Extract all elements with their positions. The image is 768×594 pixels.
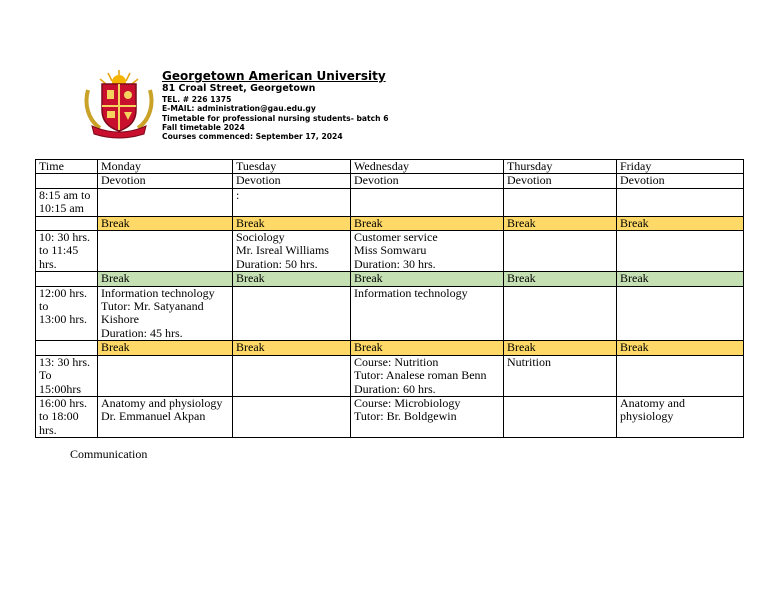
break-cell: Break — [233, 216, 351, 230]
table-row — [36, 396, 744, 437]
column-header: Tuesday — [233, 160, 351, 174]
column-header: Friday — [617, 160, 744, 174]
devotion-cell: Devotion — [504, 174, 617, 188]
devotion-row — [36, 174, 744, 188]
commencement-date: Courses commenced: September 17, 2024 — [162, 132, 343, 142]
devotion-cell: Devotion — [351, 174, 504, 188]
class-cell — [98, 188, 233, 216]
class-cell: : — [233, 188, 351, 216]
email: E-MAIL: administration@gau.edu.gy — [162, 104, 316, 114]
break-cell: Break — [98, 341, 233, 355]
column-header: Time — [36, 160, 98, 174]
class-cell — [233, 396, 351, 437]
column-header: Monday — [98, 160, 233, 174]
table-row — [36, 286, 744, 341]
timetable-subtitle: Timetable for professional nursing students- batch 6 — [162, 113, 389, 123]
class-cell: Information technology — [351, 286, 504, 341]
break-cell: Break — [233, 272, 351, 286]
break-cell: Break — [617, 216, 744, 230]
table-row — [36, 231, 744, 272]
break-cell: Break — [504, 272, 617, 286]
devotion-cell: Devotion — [233, 174, 351, 188]
break-cell: Break — [98, 216, 233, 230]
class-cell — [98, 355, 233, 396]
class-cell: Course: Microbiology Tutor: Br. Boldgewin — [351, 396, 504, 437]
class-cell — [504, 286, 617, 341]
class-cell: Information technology Tutor: Mr. Satyanand Kishore Duration: 45 hrs. — [98, 286, 233, 341]
class-cell — [617, 286, 744, 341]
class-cell — [233, 355, 351, 396]
class-cell: Nutrition — [504, 355, 617, 396]
break-cell: Break — [504, 216, 617, 230]
break-cell: Break — [617, 272, 744, 286]
time-cell: 12:00 hrs. to 13:00 hrs. — [36, 286, 98, 341]
break-cell: Break — [351, 216, 504, 230]
address: 81 Croal Street, Georgetown — [162, 83, 316, 94]
class-cell — [504, 188, 617, 216]
footer-note: Communication — [70, 447, 148, 461]
class-cell — [98, 231, 233, 272]
class-cell — [617, 355, 744, 396]
time-cell: 8:15 am to 10:15 am — [36, 188, 98, 216]
break-cell: Break — [351, 341, 504, 355]
class-cell: Sociology Mr. Isreal Williams Duration: 50 hrs. — [233, 231, 351, 272]
class-cell — [504, 396, 617, 437]
break-cell: Break — [617, 341, 744, 355]
class-cell — [617, 231, 744, 272]
university-name: Georgetown American University — [162, 69, 386, 83]
table-row — [36, 355, 744, 396]
time-cell: 13: 30 hrs. To 15:00hrs — [36, 355, 98, 396]
timetable — [35, 159, 744, 438]
break-cell: Break — [351, 272, 504, 286]
class-cell — [351, 188, 504, 216]
table-row — [36, 188, 744, 216]
class-cell: Customer service Miss Somwaru Duration: 30 hrs. — [351, 231, 504, 272]
column-header: Thursday — [504, 160, 617, 174]
devotion-cell: Devotion — [617, 174, 744, 188]
devotion-cell: Devotion — [98, 174, 233, 188]
break-cell: Break — [98, 272, 233, 286]
break-row — [36, 216, 744, 230]
column-header: Wednesday — [351, 160, 504, 174]
telephone: TEL. # 226 1375 — [162, 95, 232, 104]
term: Fall timetable 2024 — [162, 122, 245, 132]
header-row — [36, 160, 744, 174]
class-cell: Anatomy and physiology Dr. Emmanuel Akpan — [98, 396, 233, 437]
university-crest-icon — [82, 68, 156, 140]
time-cell: 10: 30 hrs. to 11:45 hrs. — [36, 231, 98, 272]
class-cell: Course: Nutrition Tutor: Analese roman Benn Duration: 60 hrs. — [351, 355, 504, 396]
class-cell — [233, 286, 351, 341]
break-cell: Break — [504, 341, 617, 355]
class-cell: Anatomy and physiology — [617, 396, 744, 437]
break-row — [36, 272, 744, 286]
break-cell: Break — [233, 341, 351, 355]
time-cell: 16:00 hrs. to 18:00 hrs. — [36, 396, 98, 437]
class-cell — [617, 188, 744, 216]
break-row — [36, 341, 744, 355]
class-cell — [504, 231, 617, 272]
